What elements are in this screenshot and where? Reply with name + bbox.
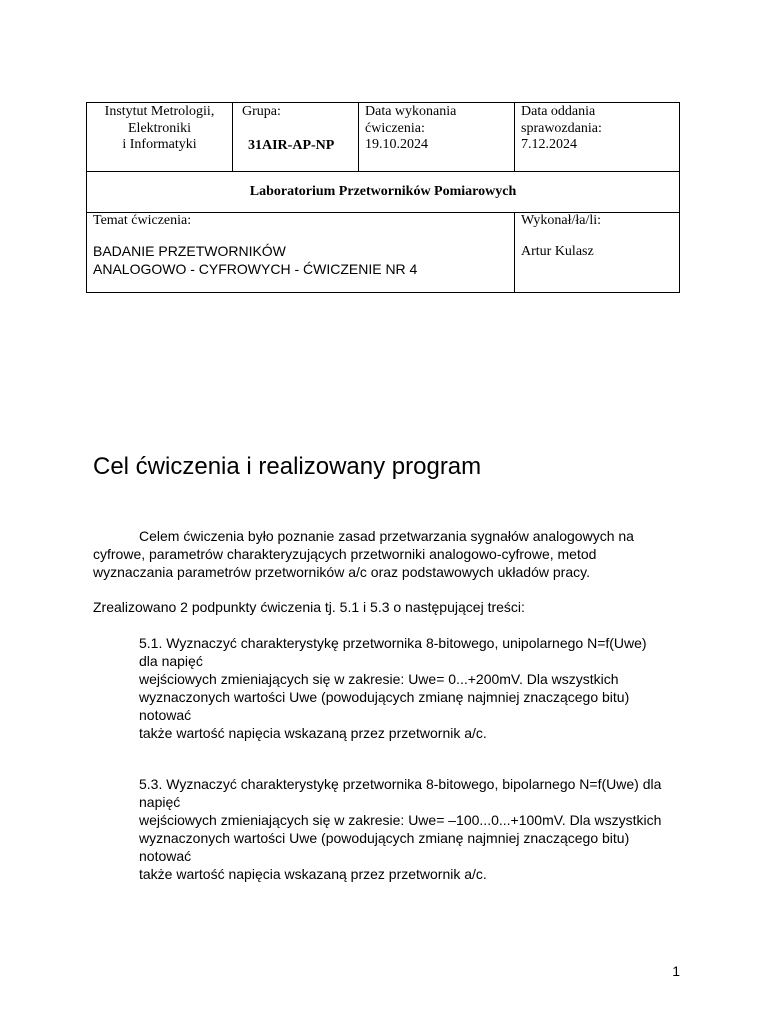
exec-date-value: 19.10.2024 [365,137,428,152]
topic-line: BADANIE PRZETWORNIKÓW [93,242,286,259]
task-line: także wartość napięcia wskazaną przez przetwornik a/c. [139,866,487,882]
task-line: wyznaczonych wartości Uwe (powodujących zmianę najmniej znaczącego bitu) [139,689,630,705]
topic-label: Temat ćwiczenia: [93,213,192,228]
task-line: napięć [139,794,181,810]
task-item-5-3 [139,775,679,883]
task-line: 5.1. Wyznaczyć charakterystykę przetwornika 8-bitowego, unipolarnego N=f(Uwe) [139,635,647,651]
institute-line: Instytut Metrologii, [104,104,215,119]
return-date-cell [515,103,679,171]
section-heading: Cel ćwiczenia i realizowany program [93,453,482,480]
performer-name: Artur Kulasz [521,243,594,259]
task-item-5-1 [139,634,679,742]
group-cell [233,103,359,171]
page-number: 1 [672,963,680,979]
header-row-topic [87,212,679,292]
return-date-label: sprawozdania: [521,120,602,136]
realized-paragraph: Zrealizowano 2 podpunkty ćwiczenia tj. 5.1 i 5.3 o następującej treści: [93,599,525,615]
intro-line: cyfrowe, parametrów charakteryzujących przetworniki analogowo-cyfrowe, metod [93,546,597,562]
return-date-label: Data oddania [521,104,596,119]
header-row-info [87,103,679,172]
task-line: notować [139,707,192,723]
exec-date-label: ćwiczenia: [365,120,425,136]
topic-cell [87,212,515,292]
task-line: notować [139,848,192,864]
intro-line: Celem ćwiczenia było poznanie zasad przetwarzania sygnałów analogowych na [139,528,634,544]
exec-date-cell [359,103,515,171]
institute-line: i Informatyki [122,137,197,152]
task-line: także wartość napięcia wskazaną przez przetwornik a/c. [139,725,487,741]
institute-cell [87,103,233,171]
task-line: wejściowych zmieniających się w zakresie: Uwe= –100...0...+100mV. Dla wszystkich [139,812,662,828]
return-date-value: 7.12.2024 [521,137,577,152]
intro-paragraph [93,527,673,581]
group-label: Grupa: [242,104,281,119]
lab-name: Laboratorium Przetworników Pomiarowych [87,171,679,213]
task-line: wejściowych zmieniających się w zakresie: Uwe= 0...+200mV. Dla wszystkich [139,671,619,687]
task-line: dla napięć [139,653,203,669]
exec-date-label: Data wykonania [365,104,457,119]
intro-line: wyznaczania parametrów przetworników a/c oraz podstawowych układów pracy. [93,564,590,580]
task-line: wyznaczonych wartości Uwe (powodujących zmianę najmniej znaczącego bitu) [139,830,630,846]
performer-label: Wykonał/ła/li: [521,213,602,228]
header-table [86,102,680,293]
group-value: 31AIR-AP-NP [248,137,335,153]
institute-line: Elektroniki [128,120,191,136]
performer-cell [515,212,679,292]
task-line: 5.3. Wyznaczyć charakterystykę przetwornika 8-bitowego, bipolarnego N=f(Uwe) dla [139,776,662,792]
topic-line: ANALOGOWO - CYFROWYCH - ĆWICZENIE NR 4 [93,260,418,277]
topic-title [93,242,514,278]
